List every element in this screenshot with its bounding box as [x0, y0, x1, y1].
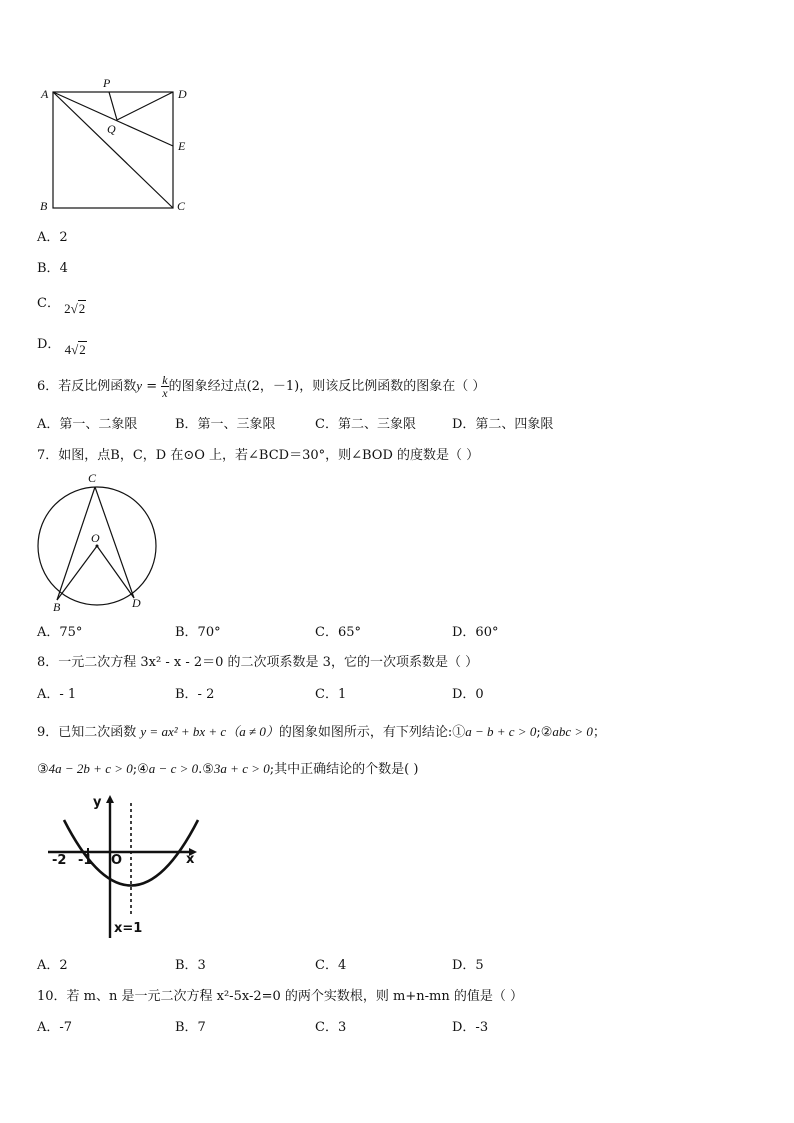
symmetry-axis-label: x=1 — [114, 921, 143, 936]
label-d-circle: D — [132, 596, 141, 610]
option-key: D． — [37, 337, 61, 352]
q9-conclusion-1: a − b + c > 0 — [465, 724, 537, 739]
q9-text: ;② — [536, 725, 553, 740]
segment-pq — [109, 92, 117, 120]
q5-option-b[interactable] — [37, 262, 68, 275]
q9-text: ； — [592, 725, 606, 740]
label-o: O — [91, 531, 100, 545]
sqrt-expression: 4√2 — [64, 342, 86, 357]
q9-conclusion-5: 3a + c > 0 — [213, 761, 270, 776]
q8-option-b[interactable]: B．- 2 — [175, 687, 215, 702]
q9-conclusion-4: a − c > 0 — [148, 761, 199, 776]
q9-option-b[interactable]: B．3 — [175, 958, 206, 973]
label-c: C — [177, 199, 186, 213]
q5-option-c[interactable] — [37, 296, 86, 316]
circle-figure — [0, 470, 200, 620]
x-axis-label: x — [186, 852, 195, 867]
q7-option-d[interactable]: D．60° — [452, 625, 499, 640]
option-text: 4 — [59, 261, 68, 276]
label-q: Q — [107, 122, 116, 136]
q9-conclusion-2: abc > 0 — [552, 724, 593, 739]
q9-text: ;④ — [132, 762, 149, 777]
q10-option-d[interactable]: D．-3 — [452, 1020, 489, 1035]
q7-option-a[interactable]: A．75° — [37, 625, 83, 640]
q10-stem: 10．若 m、n 是一元二次方程 x²-5x-2=0 的两个实数根，则 m+n-mn 的值是（ ） — [37, 989, 523, 1004]
fraction-numerator: k — [162, 373, 168, 387]
diagonal-ac — [53, 92, 173, 208]
tick-label-minus-1: -1 — [78, 853, 93, 868]
q9-text: .⑤ — [198, 762, 214, 777]
q5-option-d[interactable] — [37, 337, 87, 357]
q7-option-b[interactable]: B．70° — [175, 625, 221, 640]
q8-option-d[interactable]: D．0 — [452, 687, 484, 702]
radius-od — [97, 546, 134, 598]
y-axis-label: y — [93, 795, 102, 810]
label-a: A — [41, 87, 49, 101]
q8-option-a[interactable]: A．- 1 — [37, 687, 77, 702]
q6-suffix: 的图象经过点(2，－1)，则该反比例函数的图象在（ ） — [168, 379, 486, 394]
q9-text: ③ — [37, 762, 49, 777]
q10-option-b[interactable]: B．7 — [175, 1020, 206, 1035]
origin-label: O — [111, 853, 123, 868]
parabola-graph — [0, 785, 220, 945]
label-c-circle: C — [88, 471, 97, 485]
q9-option-a[interactable]: A．2 — [37, 958, 68, 973]
q6-option-c[interactable]: C．第二、三象限 — [315, 417, 416, 432]
tick-label-minus-2: -2 — [52, 853, 67, 868]
square-figure — [0, 0, 794, 230]
radius-ob — [57, 546, 97, 600]
segment-ae — [53, 92, 173, 146]
q6-func-y: y — [136, 378, 143, 393]
q10-option-a[interactable]: A．-7 — [37, 1020, 73, 1035]
q9-option-d[interactable]: D．5 — [452, 958, 484, 973]
q6-option-a[interactable]: A．第一、二象限 — [37, 417, 138, 432]
radicand: 2 — [78, 301, 86, 316]
q10-option-c[interactable]: C．3 — [315, 1020, 347, 1035]
q9-text: 的图象如图所示，有下列结论:① — [278, 725, 466, 740]
option-key: B． — [37, 261, 60, 276]
q6-eq: = — [142, 379, 162, 394]
q9-text: 9．已知二次函数 — [37, 725, 141, 740]
q9-option-c[interactable]: C．4 — [315, 958, 347, 973]
label-d: D — [178, 87, 187, 101]
chord-cb — [57, 487, 95, 600]
label-e: E — [178, 139, 186, 153]
q8-stem: 8．一元二次方程 3x² - x - 2＝0 的二次项系数是 3，它的一次项系数是（ ） — [37, 655, 479, 670]
q9-line2 — [37, 762, 418, 776]
q9-text: ;其中正确结论的个数是( ) — [269, 762, 419, 777]
fraction-denominator: x — [162, 386, 168, 400]
coefficient: 2 — [64, 301, 71, 316]
q9-conclusion-3: 4a − 2b + c > 0 — [48, 761, 133, 776]
label-b: B — [40, 199, 48, 213]
q6-option-b[interactable]: B．第一、三象限 — [175, 417, 276, 432]
segment-qd — [117, 92, 173, 120]
y-axis-arrow — [106, 795, 114, 803]
coefficient: 4 — [64, 342, 72, 357]
option-key: C． — [37, 296, 60, 311]
q7-option-c[interactable]: C．65° — [315, 625, 361, 640]
q7-stem: 7．如图，点B，C，D 在⊙O 上，若∠BCD＝30°，则∠BOD 的度数是（ ） — [37, 448, 480, 463]
q6-stem — [37, 372, 485, 401]
q6-prefix: 6．若反比例函数 — [37, 379, 137, 394]
q6-option-d[interactable]: D．第二、四象限 — [452, 417, 554, 432]
q9-line1 — [37, 725, 606, 739]
q8-option-c[interactable]: C．1 — [315, 687, 347, 702]
option-text: 2 — [59, 230, 68, 245]
chord-cd — [95, 487, 134, 598]
q5-option-a[interactable] — [37, 231, 68, 244]
radicand: 2 — [79, 342, 86, 357]
label-p: P — [103, 76, 111, 90]
sqrt-expression: 2√2 — [64, 301, 86, 316]
label-b-circle: B — [53, 600, 61, 614]
q6-fraction — [161, 374, 168, 399]
q9-function: y = ax² + bx + c（a ≠ 0） — [140, 724, 279, 739]
option-key: A． — [37, 230, 60, 245]
